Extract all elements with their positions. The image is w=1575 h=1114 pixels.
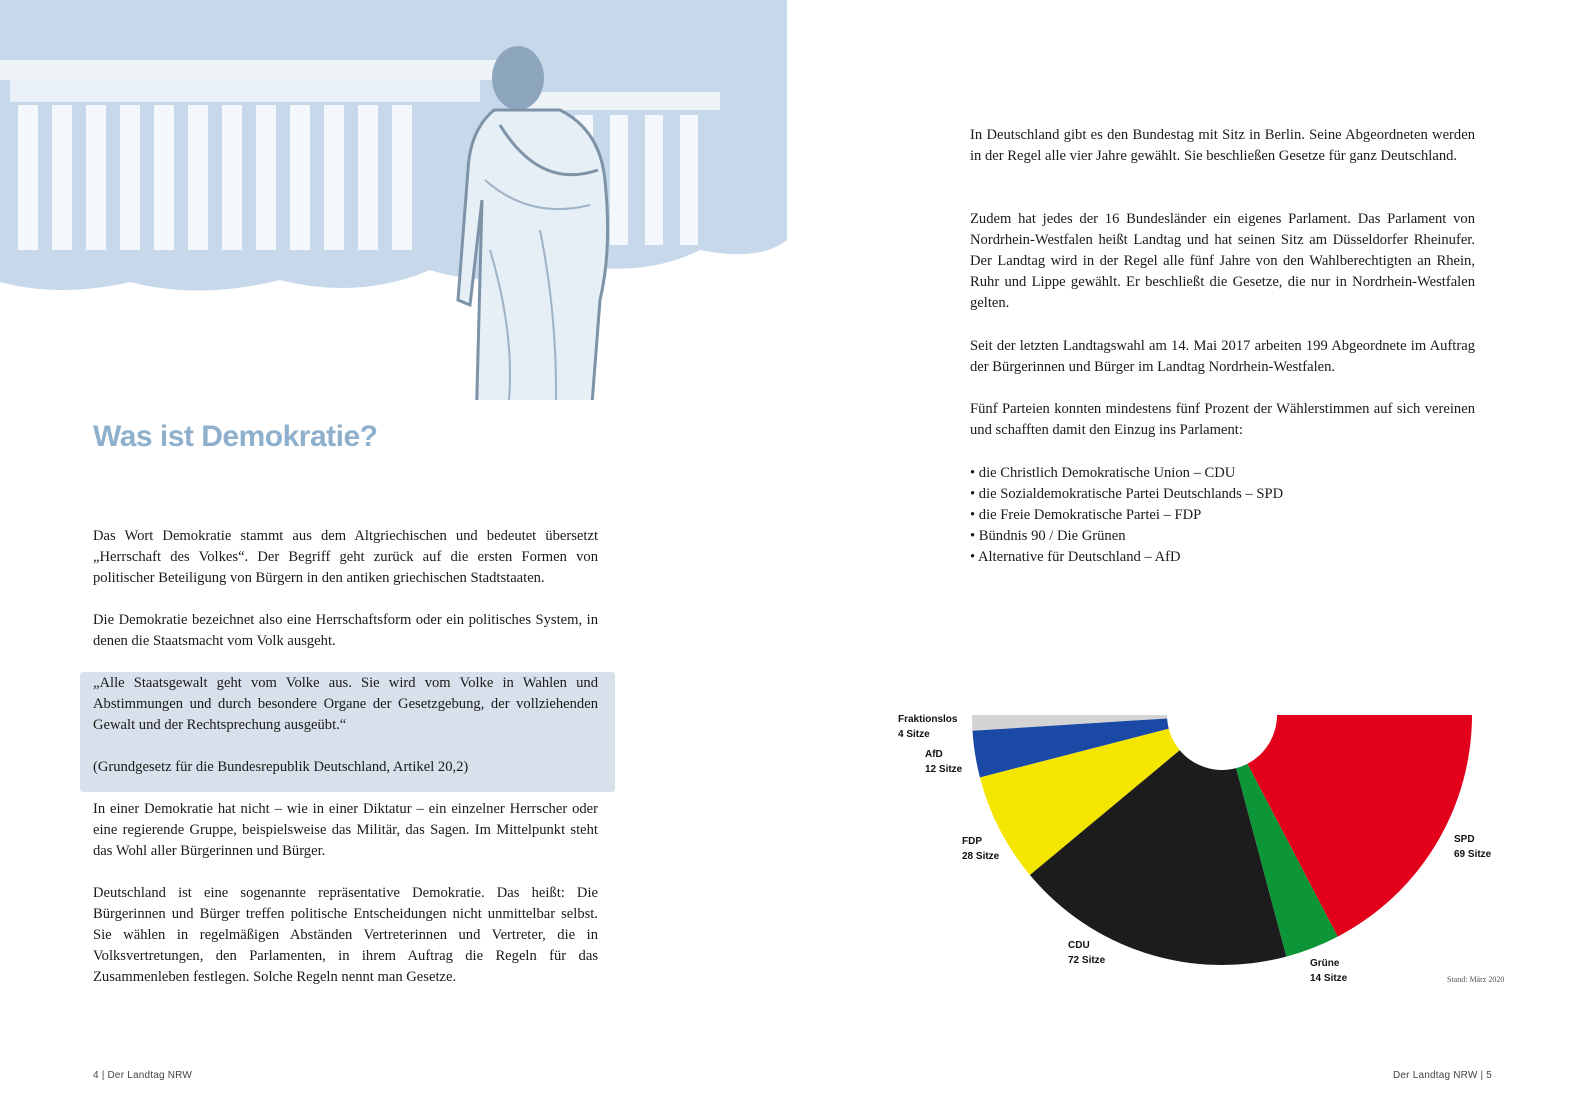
list-item: • die Freie Demokratische Partei – FDP (970, 505, 1283, 526)
intro-paragraph: Das Wort Demokratie stammt aus dem Altgriechischen und bedeutet übersetzt „Herrschaft des Volkes“. Der Begriff geht zurück auf die ersten Formen von politischer Beteiligung von Bürgern in den antiken griechischen Stadtstaaten. (93, 528, 598, 586)
parties-intro-paragraph: Fünf Parteien konnten mindestens fünf Prozent der Wählerstimmen auf sich vereinen und schafften damit den Einzug ins Parlament: (970, 401, 1475, 438)
grundgesetz-quote: „Alle Staatsgewalt geht vom Volke aus. Sie wird vom Volke in Wahlen und Abstimmungen und durch besondere Organe der Gesetzgebung, der vollziehenden Gewalt und der Rechtsprechung ausgeübt.“ (93, 675, 598, 733)
seat-distribution-chart (890, 700, 1520, 1000)
value-label-fdp: 28 Sitze (962, 851, 1000, 862)
party-list (970, 463, 1283, 568)
quote-source: (Grundgesetz für die Bundesrepublik Deutschland, Artikel 20,2) (93, 759, 469, 775)
list-item: • die Christlich Demokratische Union – CDU (970, 463, 1283, 484)
page-footer-left: 4 | Der Landtag NRW (93, 1070, 193, 1081)
list-item: • die Sozialdemokratische Partei Deutschlands – SPD (970, 484, 1283, 505)
label-afd: AfD (925, 749, 943, 760)
label-fraktionslos: Fraktionslos (898, 714, 958, 725)
label-cdu: CDU (1068, 940, 1090, 951)
page-footer-right: Der Landtag NRW | 5 (1393, 1070, 1493, 1081)
dictatorship-paragraph: In einer Demokratie hat nicht – wie in einer Diktatur – ein einzelner Herrscher oder eine regierende Gruppe, beispielsweise das Militär, das Sagen. Im Mittelpunkt steht das Wohl aller Bürgerinnen und Bürger. (93, 801, 598, 859)
list-item: • Bündnis 90 / Die Grünen (970, 526, 1283, 547)
label-grüne: Grüne (1310, 958, 1340, 969)
value-label-cdu: 72 Sitze (1068, 955, 1106, 966)
label-fdp: FDP (962, 836, 982, 847)
bundestag-paragraph: In Deutschland gibt es den Bundestag mit Sitz in Berlin. Seine Abgeordneten werden in der Regel alle vier Jahre gewählt. Sie beschließen Gesetze für ganz Deutschland. (970, 127, 1475, 164)
value-label-spd: 69 Sitze (1454, 849, 1492, 860)
value-label-afd: 12 Sitze (925, 764, 963, 775)
representative-paragraph: Deutschland ist eine sogenannte repräsentative Demokratie. Das heißt: Die Bürgerinnen und Bürger treffen politische Entscheidungen nicht unmittelbar selbst. Sie wählen in regelmäßigen Abständen Vertreterinnen und Vertreter, die in Volksvertretungen, den Parlamenten, in ihrem Auftrag die Regeln für das Zusammenleben festlegen. Solche Regeln nennt man Gesetze. (93, 885, 598, 985)
value-label-fraktionslos: 4 Sitze (898, 729, 930, 740)
definition-paragraph: Die Demokratie bezeichnet also eine Herrschaftsform oder ein politisches System, in denen die Staatsmacht vom Volk ausgeht. (93, 612, 598, 649)
chart-note: Stand: März 2020 (1447, 975, 1505, 984)
value-label-grüne: 14 Sitze (1310, 973, 1348, 984)
left-page (0, 0, 787, 1114)
page-title: Was ist Demokratie? (93, 420, 378, 453)
label-spd: SPD (1454, 834, 1475, 845)
landtag-paragraph: Zudem hat jedes der 16 Bundesländer ein eigenes Parlament. Das Parlament von Nordrhein-Westfalen heißt Landtag und hat seinen Sitz am Düsseldorfer Rheinufer. Der Landtag wird in der Regel alle fünf Jahre von den Wahlberechtigten an Rhein, Ruhr und Lippe gewählt. Er beschließt die Gesetze, die nur in Nordrhein-Westfalen gelten. (970, 211, 1475, 311)
acropolis-illustration (0, 0, 787, 400)
election-paragraph: Seit der letzten Landtagswahl am 14. Mai 2017 arbeiten 199 Abgeordnete im Auftrag der Bürgerinnen und Bürger im Landtag Nordrhein-Westfalen. (970, 338, 1475, 375)
list-item: • Alternative für Deutschland – AfD (970, 547, 1283, 568)
